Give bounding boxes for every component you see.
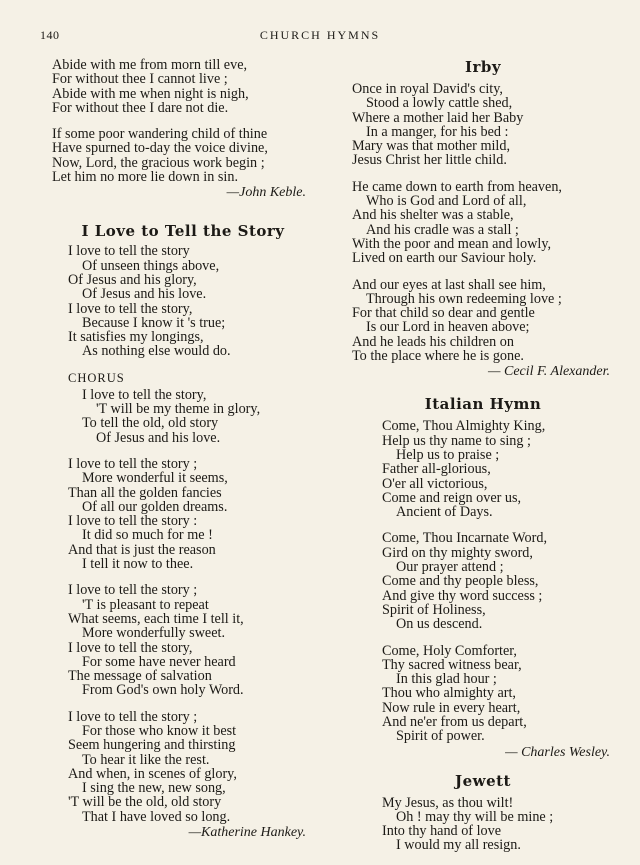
- stanza: [68, 457, 314, 571]
- verse-line: 'T will be the old, old story: [68, 794, 222, 811]
- verse-line: Abide with me when night is nigh,: [52, 85, 249, 102]
- stanza: [52, 127, 314, 184]
- verse-line: Of Jesus and his love.: [96, 429, 221, 446]
- verse-line: Father all-glorious,: [382, 461, 491, 478]
- verse-line: To hear it like the rest.: [82, 751, 210, 768]
- verse-line: I love to tell the story :: [68, 513, 198, 530]
- verse-line: I love to tell the story ;: [68, 455, 198, 472]
- stanza: [382, 419, 614, 519]
- verse-line: It satisfies my longings,: [68, 329, 204, 346]
- verse-line: More wonderfully sweet.: [82, 625, 226, 642]
- hymn-author: —John Keble.: [226, 185, 306, 201]
- chorus-label: CHORUS: [68, 370, 125, 385]
- stanza: [68, 244, 314, 358]
- stanza: [382, 644, 614, 744]
- stanza: [352, 278, 614, 364]
- hymn-title: Irby: [464, 58, 502, 76]
- verse-line: For that child so dear and gentle: [352, 305, 535, 322]
- verse-line: Seem hungering and thirsting: [68, 737, 236, 754]
- verse-line: From God's own holy Word.: [82, 682, 244, 699]
- verse-line: Because I know it 's true;: [82, 314, 226, 331]
- verse-line: And his cradle was a stall ;: [366, 221, 519, 238]
- verse-line: I sing the new, new song,: [82, 780, 226, 797]
- verse-line: Of all our golden dreams.: [82, 498, 228, 515]
- verse-line: With the poor and mean and lowly,: [352, 235, 552, 252]
- right-column: [352, 58, 614, 853]
- hymn-title: Jewett: [455, 771, 511, 790]
- verse-line: For those who know it best: [82, 722, 237, 739]
- verse-line: Help us to praise ;: [396, 446, 500, 463]
- verse-line: Is our Lord in heaven above;: [366, 319, 530, 336]
- verse-line: For some have never heard: [82, 653, 236, 670]
- verse-line: In a manger, for his bed :: [366, 123, 509, 140]
- verse-line: Ancient of Days.: [396, 504, 493, 521]
- running-title: CHURCH HYMNS: [259, 28, 381, 42]
- hymn-author: — Cecil F. Alexander.: [488, 364, 610, 380]
- verse-line: Of Jesus and his glory,: [68, 271, 197, 288]
- verse-line: As nothing else would do.: [82, 343, 231, 360]
- verse-line: What seems, each time I tell it,: [68, 610, 244, 627]
- verse-line: For without thee I dare not die.: [52, 99, 229, 116]
- left-column: [52, 58, 314, 840]
- verse-line: I love to tell the story ;: [68, 708, 198, 725]
- hymn-title: Italian Hymn: [424, 395, 542, 414]
- verse-line: Jesus Christ her little child.: [352, 152, 507, 169]
- hymn-author: —Katherine Hankey.: [188, 825, 306, 841]
- verse-line: Lived on earth our Saviour holy.: [352, 250, 537, 267]
- verse-line: Come and thy people bless,: [382, 573, 539, 590]
- verse-line: Stood a lowly cattle shed,: [366, 95, 513, 112]
- verse-line: And our eyes at last shall see him,: [352, 276, 546, 293]
- page-header: [0, 28, 640, 46]
- verse-line: I love to tell the story,: [68, 639, 193, 656]
- verse-line: Have spurned to-day the voice divine,: [52, 140, 268, 157]
- verse-line: Spirit of Holiness,: [382, 601, 486, 618]
- hymn-title: I Love to Tell the Story: [81, 222, 285, 241]
- verse-line: Of Jesus and his love.: [82, 286, 207, 303]
- hymn-author: — Charles Wesley.: [505, 744, 610, 760]
- verse-line: Spirit of power.: [396, 728, 485, 745]
- verse-line: Than all the golden fancies: [68, 484, 222, 501]
- verse-line: It did so much for me !: [82, 527, 213, 544]
- verse-line: Thy sacred witness bear,: [382, 656, 522, 673]
- verse-line: Oh ! may thy will be mine ;: [396, 808, 554, 825]
- verse-line: In this glad hour ;: [396, 671, 497, 688]
- stanza: [382, 531, 614, 631]
- verse-line: Through his own redeeming love ;: [366, 290, 562, 307]
- verse-line: And his shelter was a stable,: [352, 207, 514, 224]
- page-number: 140: [40, 28, 60, 42]
- verse-line: Gird on thy mighty sword,: [382, 544, 533, 561]
- verse-line: Thou who almighty art,: [382, 685, 516, 702]
- verse-line: On us descend.: [396, 616, 483, 633]
- chorus: [68, 371, 314, 445]
- verse-line: 'T will be my theme in glory,: [96, 401, 261, 418]
- verse-line: O'er all victorious,: [382, 475, 488, 492]
- stanza: [82, 388, 314, 445]
- stanza: [68, 583, 314, 697]
- verse-line: And when, in scenes of glory,: [68, 765, 237, 782]
- verse-line: Once in royal David's city,: [352, 81, 503, 97]
- verse-line: And he leads his children on: [352, 333, 514, 350]
- verse-line: If some poor wandering child of thine: [52, 126, 268, 143]
- verse-line: Come, Thou Almighty King,: [382, 418, 546, 435]
- verse-line: I love to tell the story: [68, 243, 190, 260]
- verse-line: That I have loved so long.: [82, 808, 231, 825]
- verse-line: I love to tell the story,: [68, 300, 193, 317]
- verse-line: Now rule in every heart,: [382, 699, 521, 716]
- verse-line: I tell it now to thee.: [82, 556, 194, 573]
- stanza: [352, 180, 614, 266]
- stanza: [52, 58, 314, 115]
- stanza: [352, 82, 614, 168]
- verse-line: Into thy hand of love: [382, 823, 501, 840]
- verse-line: He came down to earth from heaven,: [352, 178, 562, 195]
- verse-line: 'T is pleasant to repeat: [82, 596, 209, 613]
- verse-line: Now, Lord, the gracious work begin ;: [52, 154, 265, 171]
- verse-line: And ne'er from us depart,: [382, 713, 527, 730]
- verse-line: Come, Thou Incarnate Word,: [382, 530, 547, 547]
- verse-line: I love to tell the story,: [82, 386, 207, 403]
- verse-line: And that is just the reason: [68, 541, 216, 558]
- stanza: [68, 710, 314, 824]
- verse-line: To the place where he is gone.: [352, 348, 524, 365]
- verse-line: To tell the old, old story: [82, 415, 219, 432]
- verse-line: My Jesus, as thou wilt!: [382, 794, 514, 811]
- verse-line: Abide with me from morn till eve,: [52, 57, 248, 73]
- verse-line: I would my all resign.: [396, 837, 521, 854]
- hymn-keble: [52, 58, 314, 200]
- verse-line: Help us thy name to sing ;: [382, 432, 531, 449]
- verse-line: For without thee I cannot live ;: [52, 71, 228, 88]
- verse-line: The message of salvation: [68, 668, 212, 685]
- verse-line: Who is God and Lord of all,: [366, 193, 527, 210]
- verse-line: Let him no more lie down in sin.: [52, 169, 238, 186]
- verse-line: I love to tell the story ;: [68, 582, 198, 599]
- verse-line: Our prayer attend ;: [396, 559, 504, 576]
- verse-line: Come, Holy Comforter,: [382, 642, 517, 659]
- verse-line: More wonderful it seems,: [82, 470, 228, 487]
- verse-line: Where a mother laid her Baby: [352, 109, 524, 126]
- verse-line: Of unseen things above,: [82, 257, 220, 274]
- verse-line: Come and reign over us,: [382, 489, 522, 506]
- verse-line: Mary was that mother mild,: [352, 138, 511, 155]
- verse-line: And give thy word success ;: [382, 587, 543, 604]
- stanza: [382, 796, 614, 853]
